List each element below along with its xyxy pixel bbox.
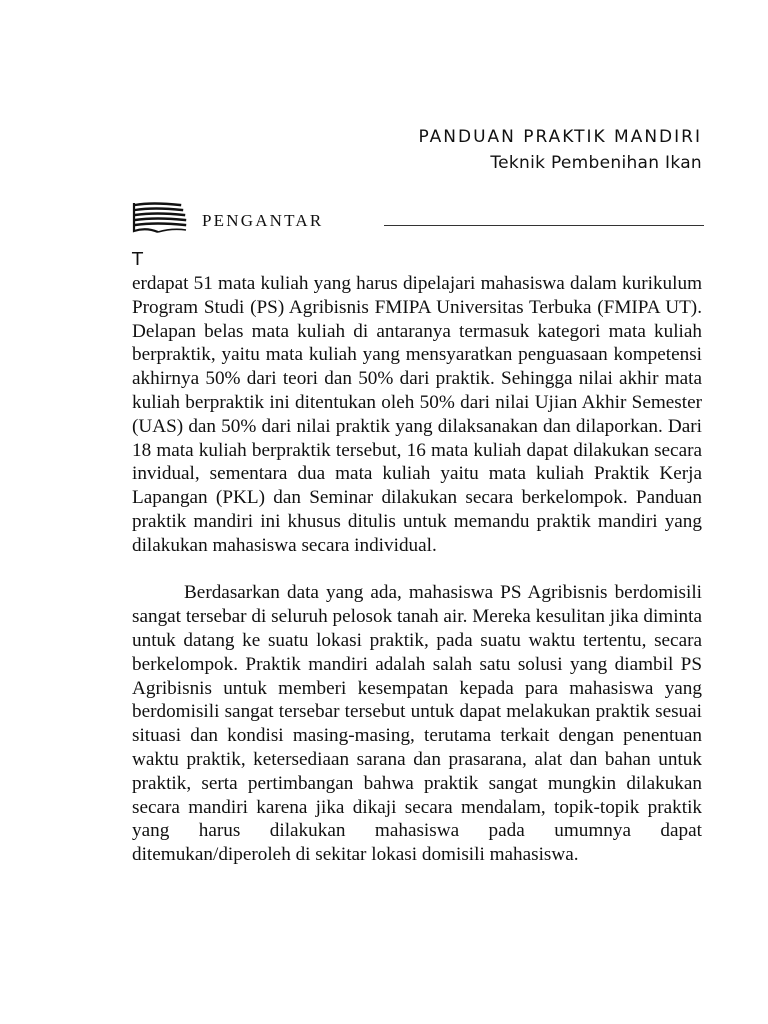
paragraph-1: erdapat 51 mata kuliah yang harus dipelajari mahasiswa dalam kurikulum Program Studi (PS) Agribisnis FMIPA Universitas Terbuka (FMIPA UT). Delapan belas mata kuliah di antaranya termasuk kategori mata kuliah berpraktik, yaitu mata kuliah yang mensyaratkan penguasaan kompetensi akhirnya 50% dari teori dan 50% dari praktik. Sehingga nilai akhir mata kuliah berpraktik ini ditentukan oleh 50% dari nilai Ujian Akhir Semester (UAS) dan 50% dari nilai praktik yang dilaksanakan dan dilaporkan. Dari 18 mata kuliah berpraktik tersebut, 16 mata kuliah dapat dilakukan secara invidual, sementara dua mata kuliah yaitu mata kuliah Praktik Kerja Lapangan (PKL) dan Seminar dilakukan secara berkelompok. Panduan praktik mandiri ini khusus ditulis untuk memandu praktik mandiri yang dilakukan mahasiswa secara individual. xyxy=(132,273,702,556)
body-text xyxy=(132,272,702,867)
open-book-icon xyxy=(132,201,188,235)
paragraph-2: Berdasarkan data yang ada, mahasiswa PS Agribisnis berdomisili sangat tersebar di seluruh pelosok tanah air. Mereka kesulitan jika diminta untuk datang ke suatu lokasi praktik, pada suatu waktu tertentu, secara berkelompok. Praktik mandiri adalah salah satu solusi yang diambil PS Agribisnis untuk memberi kesempatan kepada para mahasiswa yang berdomisili sangat tersebar tersebut untuk dapat melakukan praktik sesuai situasi dan kondisi masing-masing, terutama terkait dengan penentuan waktu praktik, ketersediaan sarana dan prasarana, alat dan bahan untuk praktik, serta pertimbangan bahwa praktik sangat mungkin dilakukan secara mandiri karena jika dikaji secara mendalam, topik-topik praktik yang harus dilakukan mahasiswa pada umumnya dapat ditemukan/diperoleh di sekitar lokasi domisili mahasiswa. xyxy=(132,582,702,866)
document-title: PANDUAN PRAKTIK MANDIRI xyxy=(418,127,702,147)
drop-cap-letter: T xyxy=(132,249,143,270)
section-divider xyxy=(384,225,704,226)
document-subtitle: Teknik Pembenihan Ikan xyxy=(490,153,702,173)
section-title: PENGANTAR xyxy=(202,211,324,230)
page-header xyxy=(418,124,702,176)
section-heading xyxy=(132,201,704,235)
